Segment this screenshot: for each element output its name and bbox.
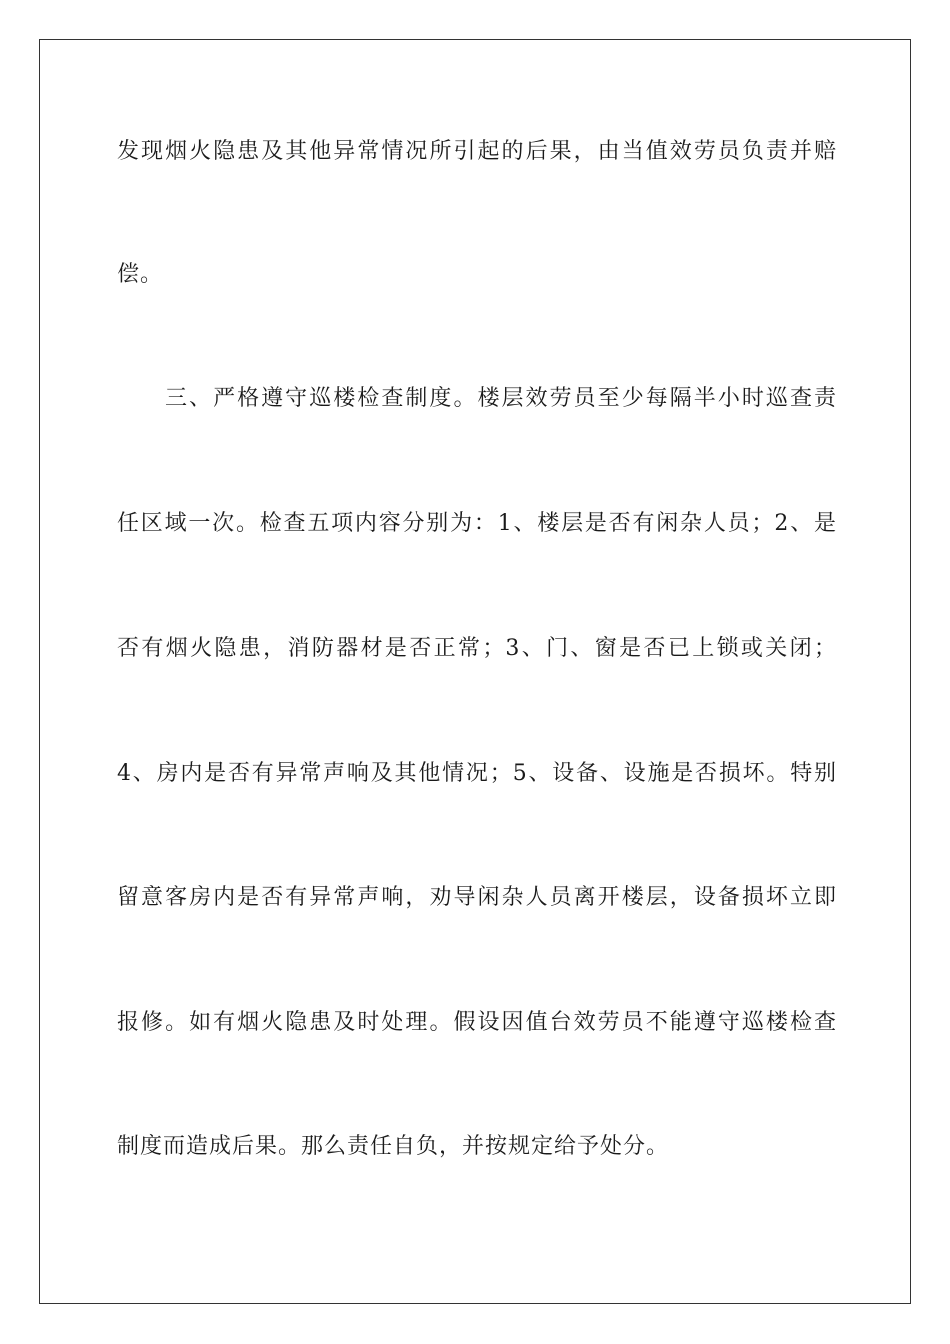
paragraph-line-7: 留意客房内是否有异常声响，劝导闲杂人员离开楼层，设备损坏立即 <box>117 885 837 910</box>
paragraph-line-4: 任区域一次。检查五项内容分别为：1、楼层是否有闲杂人员；2、是 <box>117 511 837 536</box>
paragraph-line-5: 否有烟火隐患，消防器材是否正常；3、门、窗是否已上锁或关闭； <box>117 636 837 661</box>
paragraph-line-2: 偿。 <box>117 262 164 287</box>
paragraph-line-9: 制度而造成后果。那么责任自负，并按规定给予处分。 <box>117 1134 670 1159</box>
paragraph-line-6: 4、房内是否有异常声响及其他情况；5、设备、设施是否损坏。特别 <box>117 761 837 786</box>
paragraph-line-8: 报修。如有烟火隐患及时处理。假设因值台效劳员不能遵守巡楼检查 <box>117 1010 837 1035</box>
paragraph-line-1: 发现烟火隐患及其他异常情况所引起的后果，由当值效劳员负责并赔 <box>117 139 837 164</box>
paragraph-line-3: 三、严格遵守巡楼检查制度。楼层效劳员至少每隔半小时巡查责 <box>165 386 837 411</box>
page-border <box>39 39 911 1304</box>
